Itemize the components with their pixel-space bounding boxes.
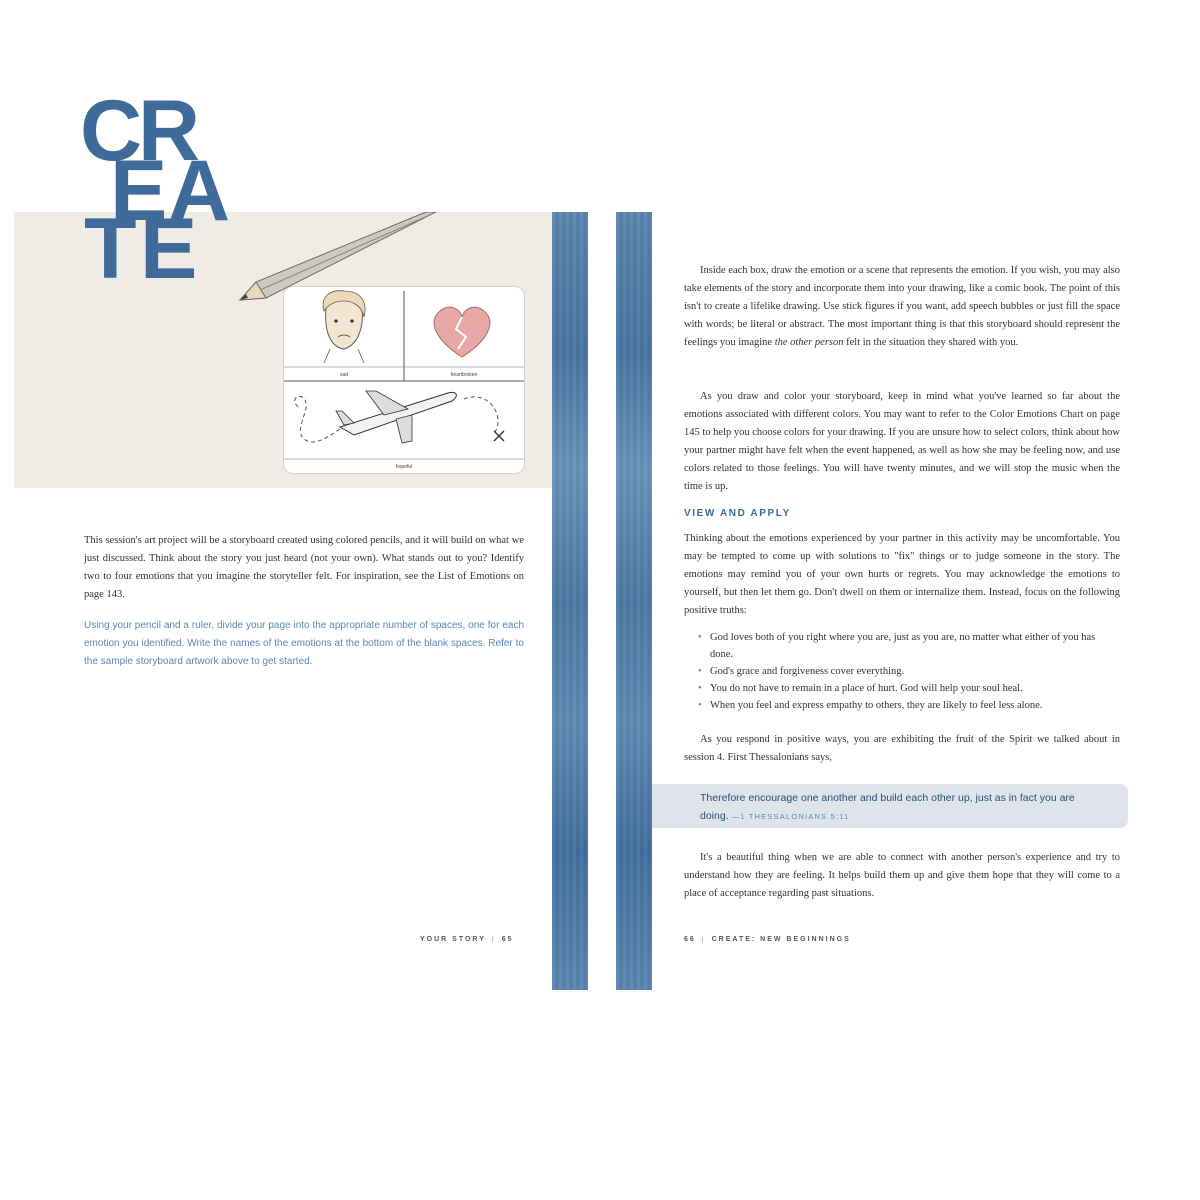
scripture-quote [700, 789, 1100, 826]
create-letter-c: C [80, 83, 143, 179]
emphasis-other-person: the other person [774, 337, 844, 348]
footer-section-title: YOUR STORY [420, 936, 486, 943]
scripture-reference: —1 THESSALONIANS 5:11 [731, 812, 850, 821]
sad-face-icon [323, 291, 365, 363]
footer-section-title: CREATE: NEW BEGINNINGS [711, 936, 851, 943]
view-apply-paragraph: Thinking about the emotions experienced by your partner in this activity may be uncomfortable. You may be tempted to come up with solutions to "fix" things or to judge someone in the story. The emotions may remind you of your own hurts or regrets. You may acknowledge the emotions to yourself, but then let them go. Don't dwell on them or internalize them. Instead, focus on the following positive truths: [684, 533, 1120, 616]
storyboard-drawing-paragraph: Inside each box, draw the emotion or a scene that represents the emotion. If you wish, you may also take elements of the story and incorporate them into your drawing, like a comic book. The point of this isn't to create a lifelike drawing. Use stick figures if you want, add speech bubbles or just fill the space with words; be literal or abstract. The most important thing is that this storyboard should represent the feelings you imagine the other person felt in the situation they shared with you. [684, 265, 1120, 348]
create-letter-e-2: E [140, 201, 198, 297]
closing-paragraph: It's a beautiful thing when we are able to connect with another person's experience and try to understand how they are feeling. It helps build them up and give them hope that they will come to a place of acceptance regarding past situations. [684, 852, 1120, 899]
instructions-paragraph: Using your pencil and a ruler, divide your page into the appropriate number of spaces, one for each emotion you identified. Write the names of the emotions at the bottom of the blank spaces. Refer to the sample storyboard artwork above to get started. [84, 620, 524, 667]
list-item: • God loves both of you right where you are, just as you are, no matter what either of you has done. [698, 629, 1118, 663]
right-page-footer: 66 | CREATE: NEW BEGINNINGS [684, 936, 851, 943]
list-item: • When you feel and express empathy to others, they are likely to feel less alone. [698, 697, 1118, 714]
scripture-text: Therefore encourage one another and build each other up, just as in fact you are doing. [700, 792, 1075, 822]
right-watercolor-stripe [616, 212, 652, 990]
color-guidance-paragraph: As you draw and color your storyboard, keep in mind what you've learned so far about the emotions associated with different colors. You may want to refer to the Color Emotions Chart on page 145 to help you choose colors for your drawing. If you are unsure how to select colors, think about how your partner might have felt when the event happened, as well as how she may be feeling now, and use colors related to those feelings. You will have twenty minutes, and we will stop the music when the time is up. [684, 391, 1120, 492]
panel-caption-hopeful: hopeful [395, 464, 413, 470]
list-item: • God's grace and forgiveness cover everything. [698, 663, 1118, 680]
create-letter-r: R [138, 83, 201, 179]
create-letter-t: T [84, 201, 137, 297]
broken-heart-icon [434, 307, 490, 357]
footer-page-number: 66 [684, 936, 696, 943]
panel-caption-heartbroken: heartbroken [450, 372, 478, 378]
footer-page-number: 65 [501, 936, 514, 943]
storyboard-sample-artwork [283, 286, 525, 474]
intro-paragraph: This session's art project will be a storyboard created using colored pencils, and it will build on what we just discussed. Think about the story you just heard (not your own). What stands out to you? Identify two to four emotions that you imagine the storyteller felt. For inspiration, see the List of Emotions on page 143. [84, 535, 524, 600]
list-item: • You do not have to remain in a place of hurt. God will help your soul heal. [698, 680, 1118, 697]
left-page-footer: YOUR STORY | 65 [420, 936, 514, 943]
create-title [70, 83, 250, 297]
view-and-apply-heading: VIEW AND APPLY [684, 508, 791, 519]
fruit-of-spirit-paragraph: As you respond in positive ways, you are exhibiting the fruit of the Spirit we talked about in session 4. First Thessalonians says, [684, 734, 1120, 763]
panel-caption-sad: sad [339, 372, 349, 378]
create-letter-a: A [168, 143, 231, 239]
airplane-icon [295, 391, 504, 443]
positive-truths-list [698, 629, 1118, 714]
left-watercolor-stripe [552, 212, 588, 990]
create-letter-e: E [110, 143, 168, 239]
